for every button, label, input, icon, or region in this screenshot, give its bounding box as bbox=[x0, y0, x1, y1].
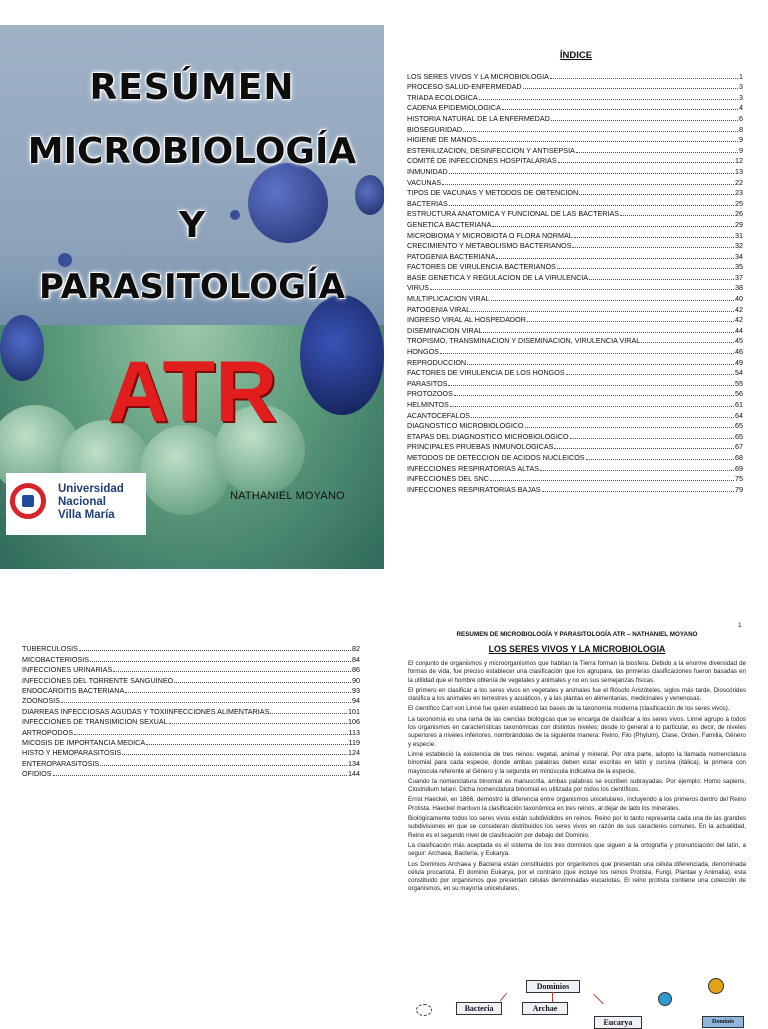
toc-entry-page: 68 bbox=[735, 452, 743, 462]
toc-entry-page: 22 bbox=[735, 177, 743, 187]
section-title: LOS SERES VIVOS Y LA MICROBIOLOGIA bbox=[488, 644, 666, 654]
diagram-child-box: Bacteria bbox=[456, 1002, 502, 1015]
toc-leader-dots bbox=[125, 691, 351, 693]
toc-entry[interactable] bbox=[22, 747, 360, 757]
toc-entry-page: 54 bbox=[735, 368, 743, 378]
toc-leader-dots bbox=[174, 681, 351, 683]
toc-entry[interactable] bbox=[407, 155, 743, 166]
toc-leader-dots bbox=[478, 140, 738, 142]
toc-entry-page: 119 bbox=[348, 737, 360, 747]
toc-entry-page: 9 bbox=[739, 135, 743, 145]
toc-entry[interactable] bbox=[407, 218, 743, 229]
toc-entry-page: 113 bbox=[348, 727, 360, 737]
toc-entry-page: 64 bbox=[735, 410, 743, 420]
toc-leader-dots bbox=[496, 257, 734, 259]
toc-entry-label: HIGIENE DE MANOS bbox=[407, 135, 477, 145]
toc-leader-dots bbox=[551, 119, 738, 121]
body-text bbox=[408, 660, 746, 896]
toc-entry[interactable] bbox=[22, 726, 360, 736]
toc-leader-dots bbox=[566, 373, 734, 375]
toc-leader-dots bbox=[641, 341, 734, 343]
toc-entry-label: INFECCIONES DE TRANSIMICION SEXUAL bbox=[22, 717, 168, 727]
toc-leader-dots bbox=[589, 278, 734, 280]
toc-leader-dots bbox=[491, 299, 734, 301]
toc-entry[interactable] bbox=[407, 377, 743, 388]
toc-entry-label: METODOS DE DETECCION DE ACIDOS NUCLEICOS bbox=[407, 452, 585, 462]
toc-entry[interactable] bbox=[407, 367, 743, 378]
toc-entry[interactable] bbox=[22, 674, 360, 684]
cell-sketch-icon bbox=[658, 992, 672, 1006]
toc-entry[interactable] bbox=[407, 462, 743, 473]
diagram-child-box: Eucarya bbox=[594, 1016, 642, 1029]
toc-leader-dots bbox=[570, 437, 734, 439]
toc-entry[interactable] bbox=[407, 303, 743, 314]
toc-entry-label: HELMINTOS bbox=[407, 400, 449, 409]
virus-illustration bbox=[58, 253, 72, 267]
toc-entry-page: 31 bbox=[735, 230, 743, 240]
toc-entry[interactable] bbox=[407, 388, 743, 399]
toc-entry[interactable] bbox=[22, 653, 360, 663]
cell-sketch-icon bbox=[708, 978, 724, 994]
toc-entry[interactable] bbox=[407, 441, 743, 452]
toc-entry-page: 44 bbox=[735, 325, 743, 335]
toc-entry[interactable] bbox=[22, 716, 360, 726]
toc-entry[interactable] bbox=[407, 208, 743, 219]
running-header: RESUMEN DE MICROBIOLOGÍA Y PARASITOLOGÍA ATR – NATHANIEL MOYANO bbox=[456, 631, 698, 638]
toc-leader-dots bbox=[169, 722, 347, 724]
toc-entry-page: 38 bbox=[735, 283, 743, 293]
toc-leader-dots bbox=[442, 183, 734, 185]
body-paragraph: El científico Carl von Linné fue quien estableció las bases de la taxonomía moderna (clasificación de los seres vivos). bbox=[408, 705, 730, 713]
toc-leader-dots bbox=[542, 490, 734, 492]
toc-entry-page: 13 bbox=[735, 166, 743, 176]
toc-leader-dots bbox=[270, 712, 347, 714]
page-number: 1 bbox=[738, 622, 742, 629]
toc-entry[interactable] bbox=[407, 144, 743, 155]
toc-entry-label: MICROBIOMA Y MICROBIOTA O FLORA NORMAL bbox=[407, 230, 573, 240]
toc-entry-page: 90 bbox=[352, 675, 360, 685]
toc-entry-label: ENDOCARDITIS BACTERIANA bbox=[22, 685, 125, 695]
toc-entry-label: INMUNIDAD bbox=[407, 166, 448, 176]
toc-entry[interactable] bbox=[407, 409, 743, 420]
toc-entry[interactable] bbox=[22, 737, 360, 747]
body-paragraph: Ernst Haeckel, en 1866, demostró la diferencia entre organismos unicelulares, incluyendo a los primeros dentro del Reino Protista. Haeckel mantuvo la clasificación taxonómica en tres reinos, al dejar de lado los minerales. bbox=[408, 796, 746, 812]
toc-entry-label: INFECCIONES DEL SNC bbox=[407, 474, 490, 484]
toc-entry[interactable] bbox=[407, 398, 743, 409]
toc-leader-dots bbox=[430, 288, 734, 290]
toc-entry[interactable] bbox=[407, 102, 743, 113]
toc-leader-dots bbox=[574, 236, 734, 238]
toc-entry[interactable] bbox=[407, 261, 743, 272]
toc-entry-label: DIAGNOSTICO MICROBIOLOGICO bbox=[407, 421, 524, 431]
toc-leader-dots bbox=[492, 225, 734, 227]
body-paragraph: Biológicamente todos los seres vivos están subdivididos en reinos. Reino por lo tanto representa cada una de las grandes subdivisiones en que se consideran distribuidos los seres vivos en razón de sus caracteres comunes. En la actualidad, Reino es el segundo nivel de clasificación por debajo del Dominio. bbox=[408, 815, 746, 839]
toc-entry-page: 26 bbox=[735, 209, 743, 219]
toc-entry[interactable] bbox=[407, 112, 743, 123]
toc-entry[interactable] bbox=[22, 757, 360, 767]
toc-entry-page: 9 bbox=[739, 145, 743, 155]
toc-entry-label: ZOONOSIS bbox=[22, 696, 60, 706]
toc-entry-label: INFECCIONES DEL TORRENTE SANGUINEO bbox=[22, 675, 174, 685]
toc-entry[interactable] bbox=[407, 229, 743, 240]
body-paragraph: Linné estableció la existencia de tres reinos: vegetal, animal y mineral. Por otra parte, adopto la llamada nomenclatura binomial para cada especie, donde ambas palabras deben estar escritas en latín y cursiva (itálica), la primera con mayúscula referente al Género y la segunda en minúscula indicativa de la especie. bbox=[408, 750, 746, 775]
toc-entry[interactable] bbox=[407, 240, 743, 251]
toc-entry-label: ACANTOCEFALOS bbox=[407, 410, 470, 420]
toc-entry-page: 79 bbox=[735, 484, 743, 494]
toc-entry-label: ARTROPODOS bbox=[22, 727, 73, 737]
university-emblem-icon bbox=[10, 483, 46, 519]
toc-entry-page: 75 bbox=[735, 474, 743, 484]
toc-entry-label: HONGOS bbox=[407, 347, 439, 357]
toc-entry-page: 84 bbox=[352, 654, 360, 664]
cover-title-line: PARASITOLOGÍA bbox=[38, 267, 346, 307]
toc-leader-dots bbox=[525, 426, 734, 428]
toc-entry-label: PRINCIPALES PRUEBAS INMUNOLOGICAS bbox=[407, 442, 554, 452]
toc-entry[interactable] bbox=[407, 451, 743, 462]
toc-leader-dots bbox=[463, 130, 738, 132]
toc-entry[interactable] bbox=[407, 123, 743, 134]
toc-entry-page: 4 bbox=[739, 103, 743, 113]
toc-entry-page: 46 bbox=[735, 347, 743, 357]
toc-entry[interactable] bbox=[407, 187, 743, 198]
toc-entry-page: 65 bbox=[735, 431, 743, 441]
toc-entry-label: DISEMINACION VIRAL bbox=[407, 325, 483, 335]
toc-entry-page: 106 bbox=[348, 717, 360, 727]
toc-entry[interactable] bbox=[407, 335, 743, 346]
toc-entry[interactable] bbox=[22, 664, 360, 674]
toc-entry-page: 29 bbox=[735, 219, 743, 229]
table-of-contents-continued bbox=[22, 643, 360, 778]
body-paragraph: Los Dominios Archaea y Bacteria están constituidos por organismos que presentan una célula diferenciada, denominada célula procariota. El dominio Eukarya, por el contrario (que incluye los reinos Protista, Fungi, Plantae y Animalia), esta constituido por organismos que presentan células denominadas eucariotas. El reino protista contiene una colección de organismos, en su mayoría unicelulares. bbox=[408, 860, 746, 893]
toc-leader-dots bbox=[61, 701, 351, 703]
toc-entry[interactable] bbox=[407, 176, 743, 187]
toc-entry[interactable] bbox=[407, 282, 743, 293]
toc-leader-dots bbox=[449, 172, 734, 174]
toc-leader-dots bbox=[122, 753, 347, 755]
toc-entry-label: ENTEROPARASITOSIS bbox=[22, 758, 100, 768]
toc-leader-dots bbox=[483, 331, 734, 333]
toc-entry[interactable] bbox=[407, 250, 743, 261]
toc-entry-page: 23 bbox=[735, 188, 743, 198]
toc-leader-dots bbox=[450, 405, 734, 407]
toc-entry-label: DIARREAS INFECCIOSAS AGUDAS Y TOXIINFECCIONES ALIMENTARIAS bbox=[22, 706, 270, 716]
toc-entry[interactable] bbox=[407, 292, 743, 303]
toc-entry-label: HISTORIA NATURAL DE LA ENFERMEDAD bbox=[407, 113, 550, 123]
toc-leader-dots bbox=[523, 87, 738, 89]
toc-entry-label: VIRUS bbox=[407, 283, 429, 293]
toc-entry[interactable] bbox=[407, 420, 743, 431]
toc-entry-label: PARASITOS bbox=[407, 378, 448, 388]
body-paragraph: El primero en clasificar a los seres vivos en vegetales y animales fue el filósofo Aristóteles, siglos más tarde, Dioscórides clasifica a los animales en terrestres y acuáticos, y a las plantas en alimentarias, medicinales y venenosas. bbox=[408, 686, 746, 703]
toc-leader-dots bbox=[579, 193, 734, 195]
toc-entry-label: ESTRUCTURA ANATOMICA Y FUNCIONAL DE LAS BACTERIAS bbox=[407, 209, 620, 219]
cell-sketch-icon bbox=[416, 1004, 432, 1016]
toc-entry-label: INFECCIONES URINARIAS bbox=[22, 665, 113, 675]
domains-diagram bbox=[408, 978, 746, 1027]
toc-entry-page: 8 bbox=[739, 124, 743, 134]
toc-entry[interactable] bbox=[407, 134, 743, 145]
toc-entry-label: PROCESO SALUD-ENFERMEDAD bbox=[407, 82, 522, 92]
toc-entry-label: MULTIPLICACION VIRAL bbox=[407, 294, 490, 304]
toc-entry-page: 6 bbox=[739, 113, 743, 123]
diagram-extra-box: Dominio bbox=[702, 1016, 744, 1028]
toc-entry-page: 144 bbox=[348, 769, 360, 779]
diagram-child-box: Archae bbox=[522, 1002, 568, 1015]
toc-leader-dots bbox=[440, 352, 734, 354]
toc-entry-label: MICOBACTERIOSIS bbox=[22, 654, 90, 664]
toc-entry-page: 34 bbox=[735, 251, 743, 261]
toc-entry-label: REPRODUCCION bbox=[407, 357, 467, 367]
cover-title-line: MICROBIOLOGÍA bbox=[27, 131, 357, 172]
toc-entry-label: COMITÉ DE INFECCIONES HOSPITALARIAS bbox=[407, 156, 557, 166]
toc-entry-label: BACTERIAS bbox=[407, 198, 448, 208]
toc-entry-label: PATOGENIA VIRAL bbox=[407, 304, 471, 314]
toc-entry-page: 101 bbox=[348, 706, 360, 716]
toc-entry-label: CRECIMIENTO Y METABOLISMO BACTERIANOS bbox=[407, 241, 572, 251]
toc-entry-label: HISTO Y HEMOPARASITOSIS bbox=[22, 748, 122, 758]
toc-entry-page: 25 bbox=[735, 198, 743, 208]
toc-entry-page: 32 bbox=[735, 241, 743, 251]
toc-entry[interactable] bbox=[407, 81, 743, 92]
toc-entry[interactable] bbox=[22, 705, 360, 715]
toc-entry-label: VACUNAS bbox=[407, 177, 442, 187]
body-paragraph: La clasificación más aceptada es el sistema de los tres dominios que siguen a la ortografía y pronunciación del latín, a seguir: Archaea, Bacteria, y Eukarya. bbox=[408, 841, 746, 858]
toc-entry-page: 69 bbox=[735, 463, 743, 473]
table-of-contents bbox=[407, 70, 743, 494]
toc-leader-dots bbox=[449, 204, 734, 206]
toc-leader-dots bbox=[479, 98, 738, 100]
toc-entry-label: BIOSEGURIDAD bbox=[407, 124, 463, 134]
toc-entry-label: TRIADA ECOLOGICA bbox=[407, 92, 478, 102]
toc-leader-dots bbox=[471, 416, 734, 418]
toc-leader-dots bbox=[74, 733, 348, 735]
toc-entry-label: CADENA EPIDEMIOLOGICA bbox=[407, 103, 501, 113]
university-logo bbox=[6, 473, 146, 535]
toc-entry[interactable] bbox=[407, 197, 743, 208]
toc-entry-label: INGRESO VIRAL AL HOSPEDADOR bbox=[407, 315, 526, 325]
toc-entry-page: 124 bbox=[348, 748, 360, 758]
toc-entry-page: 134 bbox=[348, 758, 360, 768]
toc-entry-label: MICOSIS DE IMPORTANCIA MEDICA bbox=[22, 737, 146, 747]
diagram-root-box: Dominios bbox=[526, 980, 580, 993]
toc-leader-dots bbox=[620, 214, 734, 216]
toc-entry-page: 35 bbox=[735, 262, 743, 272]
toc-leader-dots bbox=[471, 310, 734, 312]
toc-entry-page: 86 bbox=[352, 665, 360, 675]
toc-leader-dots bbox=[502, 108, 738, 110]
toc-leader-dots bbox=[113, 670, 351, 672]
university-name: Universidad Nacional Villa María bbox=[58, 483, 124, 521]
toc-leader-dots bbox=[558, 161, 734, 163]
cover-author: NATHANIEL MOYANO bbox=[230, 490, 345, 502]
toc-leader-dots bbox=[490, 479, 734, 481]
toc-entry-label: BASE GENETICA Y REGULACION DE LA VIRULENCIA bbox=[407, 272, 589, 282]
toc-entry[interactable] bbox=[22, 768, 360, 778]
toc-entry-page: 3 bbox=[739, 92, 743, 102]
cover-title-line: RESÚMEN bbox=[89, 67, 295, 108]
toc-entry[interactable] bbox=[407, 356, 743, 367]
toc-entry-page: 49 bbox=[735, 357, 743, 367]
toc-leader-dots bbox=[550, 77, 738, 79]
toc-leader-dots bbox=[540, 469, 734, 471]
toc-entry-page: 42 bbox=[735, 315, 743, 325]
toc-leader-dots bbox=[146, 743, 347, 745]
toc-entry-label: TROPISMO, TRANSMINACION Y DISEMINACION, VIRULENCIA VIRAL bbox=[407, 336, 641, 346]
toc-entry-label: FACTORES DE VIRULENCIA BACTERIANOS bbox=[407, 262, 556, 272]
toc-entry-label: INFECCIONES RESPIRATORIAS BAJAS bbox=[407, 484, 541, 494]
toc-leader-dots bbox=[90, 660, 351, 662]
toc-entry-page: 1 bbox=[739, 71, 743, 81]
index-title: ÍNDICE bbox=[559, 50, 593, 61]
body-paragraph: La taxonomía es una rama de las ciencias biológicas que se encarga de clasificar a los seres vivos. Linné agrupo a todos los organismos en características taxonómicas con distintos niveles; desde lo general a lo particular, es decir, de niveles superiores a niveles inferiores, nombrándolas de la siguiente manera: Reino, Filo (Phylum), Clase, Orden, Familia, Género y especie. bbox=[408, 715, 746, 748]
toc-entry-page: 3 bbox=[739, 82, 743, 92]
toc-entry-page: 67 bbox=[735, 442, 743, 452]
toc-entry-page: 94 bbox=[352, 696, 360, 706]
toc-leader-dots bbox=[554, 447, 734, 449]
cover-atr-label: ATR bbox=[106, 344, 278, 440]
cover-title-line: Y bbox=[178, 205, 206, 246]
toc-entry-label: ESTERILIZACION, DESINFECCION Y ANTISEPSIA bbox=[407, 145, 575, 155]
toc-entry[interactable] bbox=[407, 345, 743, 356]
toc-entry[interactable] bbox=[407, 271, 743, 282]
toc-entry-label: TUBERCULOSIS bbox=[22, 644, 78, 654]
toc-entry[interactable] bbox=[407, 483, 743, 494]
toc-leader-dots bbox=[454, 394, 734, 396]
toc-entry[interactable] bbox=[407, 91, 743, 102]
toc-entry[interactable] bbox=[407, 314, 743, 325]
toc-leader-dots bbox=[79, 649, 351, 651]
toc-leader-dots bbox=[448, 384, 734, 386]
toc-entry-page: 61 bbox=[735, 400, 743, 409]
toc-entry[interactable] bbox=[407, 70, 743, 81]
toc-entry-label: GENETICA BACTERIANA bbox=[407, 219, 492, 229]
toc-leader-dots bbox=[100, 764, 347, 766]
toc-leader-dots bbox=[572, 246, 734, 248]
toc-entry[interactable] bbox=[22, 643, 360, 653]
toc-entry[interactable] bbox=[407, 324, 743, 335]
toc-entry-page: 37 bbox=[735, 272, 743, 282]
toc-entry[interactable] bbox=[407, 473, 743, 484]
toc-entry-label: PROTOZOOS bbox=[407, 389, 453, 399]
toc-entry[interactable] bbox=[22, 685, 360, 695]
body-paragraph: Cuando la nomenclatura binomial es manuscrita, ambas palabras se escriben subrayadas. Por ejemplo: Homo sapiens, Clostridium tetani. Dicha nomenclatura binomial es utilizada por todos los científicos. bbox=[408, 777, 746, 794]
book-cover bbox=[0, 25, 384, 569]
toc-entry-label: ETAPAS DEL DIAGNOSTICO MICROBIOLOGICO bbox=[407, 431, 569, 441]
toc-leader-dots bbox=[527, 320, 734, 322]
toc-entry-label: OFIDIOS bbox=[22, 769, 52, 779]
toc-entry[interactable] bbox=[407, 430, 743, 441]
toc-entry-page: 93 bbox=[352, 685, 360, 695]
toc-entry-label: TIPOS DE VACUNAS Y METODOS DE OBTENCION bbox=[407, 188, 579, 198]
toc-entry-page: 55 bbox=[735, 378, 743, 388]
toc-leader-dots bbox=[467, 363, 734, 365]
toc-entry-page: 12 bbox=[735, 156, 743, 166]
toc-leader-dots bbox=[557, 267, 734, 269]
toc-entry-page: 65 bbox=[735, 421, 743, 431]
toc-leader-dots bbox=[53, 774, 347, 776]
toc-entry[interactable] bbox=[22, 695, 360, 705]
toc-entry-page: 42 bbox=[735, 304, 743, 314]
toc-entry-page: 45 bbox=[735, 336, 743, 346]
toc-entry-page: 82 bbox=[352, 644, 360, 654]
toc-entry-page: 40 bbox=[735, 294, 743, 304]
toc-leader-dots bbox=[576, 151, 738, 153]
toc-entry-label: INFECCIONES RESPIRATORIAS ALTAS bbox=[407, 463, 540, 473]
toc-entry-label: FACTORES DE VIRULENCIA DE LOS HONGOS bbox=[407, 368, 565, 378]
toc-leader-dots bbox=[586, 458, 734, 460]
toc-entry[interactable] bbox=[407, 165, 743, 176]
toc-entry-label: PATOGENIA BACTERIANA bbox=[407, 251, 496, 261]
toc-entry-page: 56 bbox=[735, 389, 743, 399]
toc-entry-label: LOS SERES VIVOS Y LA MICROBIOLOGIA bbox=[407, 71, 549, 81]
body-paragraph: El conjunto de organismos y microorganismos que habitan la Tierra forman la biosfera. Debido a la enorme diversidad de formas de vida, fue preciso establecer una clasificación que los agrupara, las primeras clasificaciones fueron basadas en la utilidad que el hombre obtenía de vegetales y animales y no en sus semejanzas físicas. bbox=[408, 660, 746, 684]
